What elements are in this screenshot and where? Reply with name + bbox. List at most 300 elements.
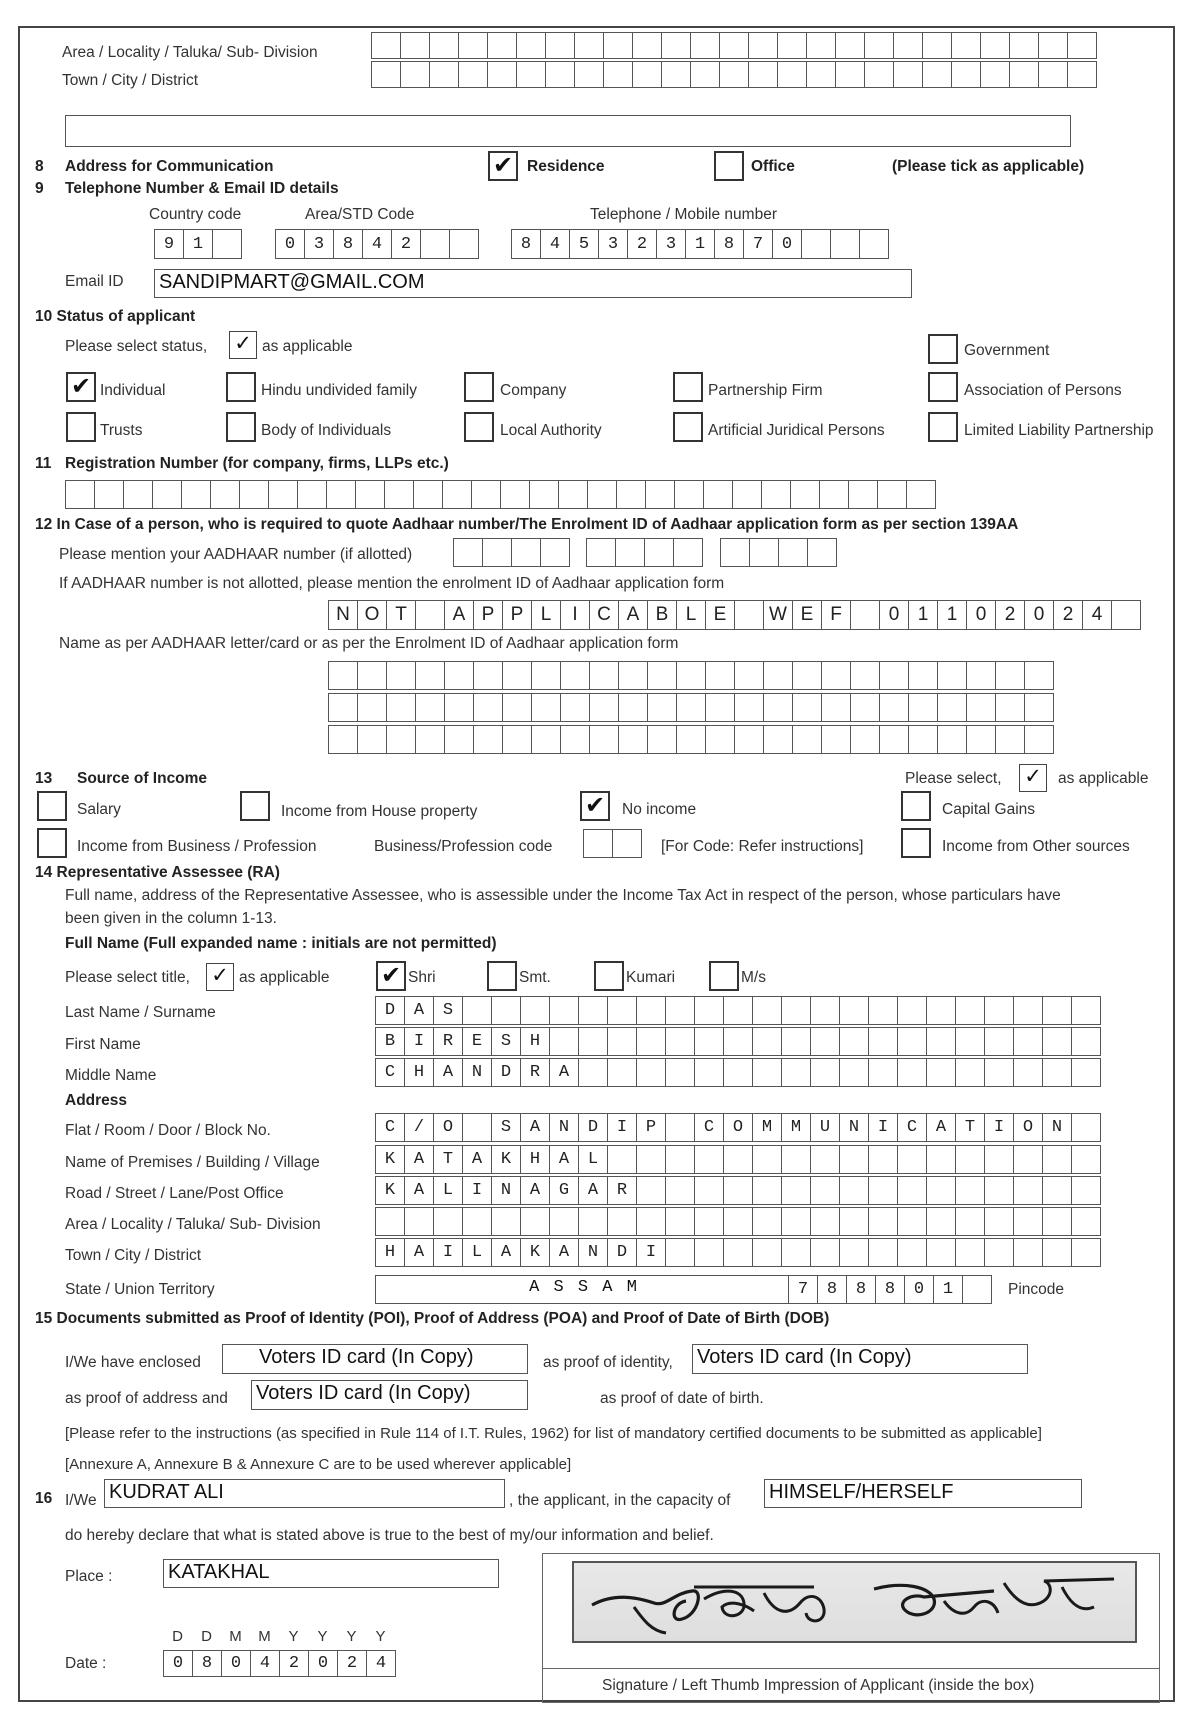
char-cell[interactable] xyxy=(859,229,889,259)
telephone-grid[interactable] xyxy=(511,229,889,259)
char-cell[interactable]: F xyxy=(821,600,851,630)
char-cell[interactable] xyxy=(560,661,590,690)
char-cell[interactable]: S xyxy=(433,996,463,1025)
char-cell[interactable] xyxy=(500,480,530,509)
char-cell[interactable] xyxy=(937,661,967,690)
char-cell[interactable] xyxy=(723,1176,753,1205)
char-cell[interactable] xyxy=(676,661,706,690)
char-cell[interactable]: P xyxy=(473,600,503,630)
char-cell[interactable] xyxy=(371,61,401,88)
char-cell[interactable]: A xyxy=(926,1113,956,1142)
char-cell[interactable] xyxy=(752,1238,782,1267)
char-cell[interactable]: 2 xyxy=(627,229,657,259)
char-cell[interactable] xyxy=(690,32,720,59)
char-cell[interactable]: A xyxy=(462,1145,492,1174)
char-cell[interactable] xyxy=(723,1238,753,1267)
char-cell[interactable] xyxy=(607,996,637,1025)
char-cell[interactable] xyxy=(848,480,878,509)
char-cell[interactable] xyxy=(1071,1207,1101,1236)
char-cell[interactable]: P xyxy=(502,600,532,630)
char-cell[interactable] xyxy=(386,661,416,690)
char-cell[interactable] xyxy=(839,1027,869,1056)
char-cell[interactable] xyxy=(792,661,822,690)
char-cell[interactable] xyxy=(473,725,503,754)
town-grid[interactable] xyxy=(371,61,1097,88)
char-cell[interactable] xyxy=(897,1058,927,1087)
char-cell[interactable] xyxy=(690,61,720,88)
char-cell[interactable] xyxy=(752,1027,782,1056)
char-cell[interactable] xyxy=(607,1207,637,1236)
char-cell[interactable] xyxy=(922,61,952,88)
char-cell[interactable] xyxy=(926,1058,956,1087)
char-cell[interactable] xyxy=(984,1027,1014,1056)
char-cell[interactable] xyxy=(529,480,559,509)
char-cell[interactable] xyxy=(616,480,646,509)
char-cell[interactable] xyxy=(694,996,724,1025)
char-cell[interactable] xyxy=(473,693,503,722)
government-checkbox[interactable] xyxy=(928,334,958,364)
char-cell[interactable] xyxy=(908,693,938,722)
char-cell[interactable]: 3 xyxy=(656,229,686,259)
char-cell[interactable]: A xyxy=(491,1238,521,1267)
char-cell[interactable]: L xyxy=(531,600,561,630)
aadhaar-grid-1[interactable] xyxy=(453,538,570,567)
char-cell[interactable] xyxy=(694,1145,724,1174)
char-cell[interactable] xyxy=(839,996,869,1025)
char-cell[interactable]: I xyxy=(636,1238,666,1267)
char-cell[interactable] xyxy=(328,693,358,722)
char-cell[interactable] xyxy=(1038,61,1068,88)
char-cell[interactable] xyxy=(665,1176,695,1205)
char-cell[interactable]: 1 xyxy=(183,229,213,259)
char-cell[interactable] xyxy=(326,480,356,509)
char-cell[interactable]: A xyxy=(549,1238,579,1267)
char-cell[interactable] xyxy=(955,1145,985,1174)
char-cell[interactable] xyxy=(821,661,851,690)
other-sources-checkbox[interactable] xyxy=(901,828,931,858)
char-cell[interactable] xyxy=(618,661,648,690)
char-cell[interactable] xyxy=(549,1207,579,1236)
char-cell[interactable]: R xyxy=(607,1176,637,1205)
char-cell[interactable] xyxy=(868,996,898,1025)
char-cell[interactable] xyxy=(868,1176,898,1205)
char-cell[interactable] xyxy=(897,1238,927,1267)
char-cell[interactable] xyxy=(955,1207,985,1236)
char-cell[interactable]: A xyxy=(549,1145,579,1174)
char-cell[interactable] xyxy=(1009,61,1039,88)
char-cell[interactable]: A xyxy=(618,600,648,630)
char-cell[interactable]: 8 xyxy=(817,1275,847,1304)
char-cell[interactable]: 1 xyxy=(937,600,967,630)
char-cell[interactable]: 4 xyxy=(362,229,392,259)
char-cell[interactable]: 0 xyxy=(1024,600,1054,630)
char-cell[interactable] xyxy=(781,1207,811,1236)
char-cell[interactable] xyxy=(603,61,633,88)
char-cell[interactable] xyxy=(879,693,909,722)
char-cell[interactable] xyxy=(705,693,735,722)
char-cell[interactable] xyxy=(955,1238,985,1267)
char-cell[interactable] xyxy=(612,829,642,858)
char-cell[interactable]: K xyxy=(491,1145,521,1174)
char-cell[interactable]: 8 xyxy=(511,229,541,259)
bp-code-grid[interactable] xyxy=(583,829,642,858)
char-cell[interactable]: 8 xyxy=(192,1650,222,1677)
trusts-checkbox[interactable] xyxy=(66,412,96,442)
boi-checkbox[interactable] xyxy=(226,412,256,442)
char-cell[interactable] xyxy=(636,1027,666,1056)
char-cell[interactable]: C xyxy=(375,1058,405,1087)
char-cell[interactable] xyxy=(603,32,633,59)
char-cell[interactable] xyxy=(558,480,588,509)
char-cell[interactable] xyxy=(355,480,385,509)
char-cell[interactable]: / xyxy=(404,1113,434,1142)
char-cell[interactable] xyxy=(665,1113,695,1142)
char-cell[interactable]: L xyxy=(462,1238,492,1267)
char-cell[interactable]: O xyxy=(357,600,387,630)
char-cell[interactable] xyxy=(897,996,927,1025)
llp-checkbox[interactable] xyxy=(928,412,958,442)
char-cell[interactable]: 9 xyxy=(154,229,184,259)
house-property-checkbox[interactable] xyxy=(240,791,270,821)
char-cell[interactable] xyxy=(908,725,938,754)
company-checkbox[interactable] xyxy=(464,372,494,402)
char-cell[interactable] xyxy=(578,996,608,1025)
char-cell[interactable] xyxy=(723,1027,753,1056)
char-cell[interactable] xyxy=(810,1145,840,1174)
char-cell[interactable] xyxy=(984,1058,1014,1087)
char-cell[interactable]: I xyxy=(984,1113,1014,1142)
char-cell[interactable] xyxy=(676,725,706,754)
char-cell[interactable] xyxy=(748,61,778,88)
char-cell[interactable] xyxy=(1038,32,1068,59)
char-cell[interactable] xyxy=(705,661,735,690)
char-cell[interactable] xyxy=(984,996,1014,1025)
last-name-grid[interactable] xyxy=(375,996,1101,1025)
char-cell[interactable] xyxy=(734,661,764,690)
char-cell[interactable] xyxy=(400,61,430,88)
char-cell[interactable] xyxy=(763,693,793,722)
char-cell[interactable] xyxy=(502,725,532,754)
char-cell[interactable]: I xyxy=(404,1027,434,1056)
char-cell[interactable] xyxy=(763,725,793,754)
char-cell[interactable] xyxy=(839,1176,869,1205)
aadhaar-name-grid-1[interactable] xyxy=(328,661,1054,690)
poa-field[interactable]: Voters ID card (In Copy) xyxy=(692,1344,1028,1374)
aop-checkbox[interactable] xyxy=(928,372,958,402)
char-cell[interactable]: K xyxy=(375,1145,405,1174)
char-cell[interactable] xyxy=(152,480,182,509)
char-cell[interactable] xyxy=(781,1145,811,1174)
char-cell[interactable]: M xyxy=(781,1113,811,1142)
char-cell[interactable]: 0 xyxy=(308,1650,338,1677)
place-field[interactable]: KATAKHAL xyxy=(163,1559,499,1588)
char-cell[interactable] xyxy=(719,32,749,59)
char-cell[interactable] xyxy=(578,1027,608,1056)
char-cell[interactable] xyxy=(850,693,880,722)
char-cell[interactable] xyxy=(587,480,617,509)
char-cell[interactable]: 8 xyxy=(333,229,363,259)
char-cell[interactable] xyxy=(462,996,492,1025)
char-cell[interactable] xyxy=(819,480,849,509)
char-cell[interactable] xyxy=(586,538,616,567)
char-cell[interactable] xyxy=(453,538,483,567)
address-extra-box[interactable] xyxy=(65,115,1071,147)
char-cell[interactable] xyxy=(589,693,619,722)
shri-checkbox[interactable]: ✔ xyxy=(376,961,406,991)
char-cell[interactable]: 7 xyxy=(788,1275,818,1304)
char-cell[interactable] xyxy=(540,538,570,567)
char-cell[interactable]: 1 xyxy=(908,600,938,630)
char-cell[interactable] xyxy=(835,61,865,88)
char-cell[interactable]: 2 xyxy=(995,600,1025,630)
char-cell[interactable] xyxy=(790,480,820,509)
char-cell[interactable] xyxy=(806,32,836,59)
char-cell[interactable]: C xyxy=(694,1113,724,1142)
char-cell[interactable] xyxy=(487,32,517,59)
char-cell[interactable] xyxy=(908,661,938,690)
char-cell[interactable] xyxy=(1067,61,1097,88)
char-cell[interactable]: O xyxy=(723,1113,753,1142)
char-cell[interactable] xyxy=(749,538,779,567)
char-cell[interactable] xyxy=(210,480,240,509)
char-cell[interactable] xyxy=(1024,661,1054,690)
char-cell[interactable]: B xyxy=(375,1027,405,1056)
char-cell[interactable] xyxy=(1111,600,1141,630)
char-cell[interactable] xyxy=(1071,1027,1101,1056)
char-cell[interactable] xyxy=(607,1145,637,1174)
char-cell[interactable]: C xyxy=(589,600,619,630)
char-cell[interactable] xyxy=(444,661,474,690)
email-field[interactable]: SANDIPMART@GMAIL.COM xyxy=(154,269,912,298)
char-cell[interactable] xyxy=(444,693,474,722)
char-cell[interactable] xyxy=(694,1058,724,1087)
char-cell[interactable] xyxy=(868,1058,898,1087)
char-cell[interactable] xyxy=(65,480,95,509)
char-cell[interactable] xyxy=(781,1027,811,1056)
char-cell[interactable]: H xyxy=(520,1027,550,1056)
char-cell[interactable]: 2 xyxy=(391,229,421,259)
char-cell[interactable]: K xyxy=(520,1238,550,1267)
ra-town-grid[interactable] xyxy=(375,1238,1101,1267)
char-cell[interactable] xyxy=(462,1113,492,1142)
char-cell[interactable] xyxy=(879,661,909,690)
char-cell[interactable]: K xyxy=(375,1176,405,1205)
char-cell[interactable]: I xyxy=(560,600,590,630)
char-cell[interactable] xyxy=(636,1207,666,1236)
char-cell[interactable]: 0 xyxy=(163,1650,193,1677)
char-cell[interactable]: L xyxy=(676,600,706,630)
char-cell[interactable]: A xyxy=(433,1058,463,1087)
char-cell[interactable]: N xyxy=(328,600,358,630)
applicant-name-field[interactable]: KUDRAT ALI xyxy=(104,1479,505,1508)
char-cell[interactable] xyxy=(781,1176,811,1205)
aadhaar-grid-3[interactable] xyxy=(720,538,837,567)
individual-checkbox[interactable]: ✔ xyxy=(66,372,96,402)
char-cell[interactable] xyxy=(955,1027,985,1056)
char-cell[interactable] xyxy=(589,725,619,754)
road-grid[interactable] xyxy=(375,1176,1101,1205)
residence-checkbox[interactable]: ✔ xyxy=(488,151,518,181)
char-cell[interactable]: D xyxy=(607,1238,637,1267)
char-cell[interactable] xyxy=(676,693,706,722)
char-cell[interactable] xyxy=(955,1176,985,1205)
char-cell[interactable] xyxy=(732,480,762,509)
char-cell[interactable] xyxy=(926,996,956,1025)
char-cell[interactable] xyxy=(897,1145,927,1174)
char-cell[interactable]: S xyxy=(491,1027,521,1056)
char-cell[interactable]: A xyxy=(404,1176,434,1205)
char-cell[interactable]: D xyxy=(491,1058,521,1087)
char-cell[interactable] xyxy=(850,725,880,754)
char-cell[interactable] xyxy=(618,725,648,754)
char-cell[interactable] xyxy=(723,1207,753,1236)
char-cell[interactable]: I xyxy=(433,1238,463,1267)
char-cell[interactable] xyxy=(549,996,579,1025)
char-cell[interactable] xyxy=(734,725,764,754)
char-cell[interactable] xyxy=(607,1058,637,1087)
char-cell[interactable] xyxy=(926,1207,956,1236)
char-cell[interactable]: B xyxy=(647,600,677,630)
char-cell[interactable] xyxy=(502,661,532,690)
char-cell[interactable]: 2 xyxy=(1053,600,1083,630)
char-cell[interactable] xyxy=(328,661,358,690)
char-cell[interactable] xyxy=(404,1207,434,1236)
char-cell[interactable] xyxy=(926,1027,956,1056)
char-cell[interactable] xyxy=(868,1207,898,1236)
char-cell[interactable] xyxy=(984,1176,1014,1205)
char-cell[interactable] xyxy=(1042,996,1072,1025)
office-checkbox[interactable] xyxy=(714,151,744,181)
char-cell[interactable] xyxy=(471,480,501,509)
char-cell[interactable] xyxy=(922,32,952,59)
char-cell[interactable] xyxy=(995,725,1025,754)
poi-field[interactable]: Voters ID card (In Copy) xyxy=(222,1344,528,1374)
char-cell[interactable] xyxy=(850,661,880,690)
char-cell[interactable] xyxy=(850,600,880,630)
char-cell[interactable] xyxy=(839,1207,869,1236)
char-cell[interactable] xyxy=(761,480,791,509)
char-cell[interactable] xyxy=(864,32,894,59)
char-cell[interactable] xyxy=(181,480,211,509)
char-cell[interactable] xyxy=(429,61,459,88)
char-cell[interactable] xyxy=(449,229,479,259)
middle-name-grid[interactable] xyxy=(375,1058,1101,1087)
char-cell[interactable] xyxy=(357,661,387,690)
char-cell[interactable] xyxy=(1042,1176,1072,1205)
char-cell[interactable] xyxy=(937,725,967,754)
char-cell[interactable] xyxy=(980,32,1010,59)
char-cell[interactable] xyxy=(1013,1145,1043,1174)
char-cell[interactable] xyxy=(810,1238,840,1267)
char-cell[interactable] xyxy=(868,1238,898,1267)
char-cell[interactable]: H xyxy=(520,1145,550,1174)
char-cell[interactable] xyxy=(665,1027,695,1056)
char-cell[interactable]: N xyxy=(462,1058,492,1087)
char-cell[interactable] xyxy=(810,1207,840,1236)
char-cell[interactable] xyxy=(520,1207,550,1236)
char-cell[interactable] xyxy=(1013,1238,1043,1267)
char-cell[interactable] xyxy=(636,1058,666,1087)
date-grid[interactable] xyxy=(163,1650,396,1677)
char-cell[interactable]: R xyxy=(433,1027,463,1056)
char-cell[interactable] xyxy=(491,1207,521,1236)
char-cell[interactable] xyxy=(984,1207,1014,1236)
char-cell[interactable] xyxy=(444,725,474,754)
char-cell[interactable]: A xyxy=(520,1176,550,1205)
char-cell[interactable] xyxy=(951,61,981,88)
char-cell[interactable] xyxy=(665,1145,695,1174)
char-cell[interactable] xyxy=(516,32,546,59)
char-cell[interactable] xyxy=(297,480,327,509)
char-cell[interactable] xyxy=(647,693,677,722)
partnership-checkbox[interactable] xyxy=(673,372,703,402)
huf-checkbox[interactable] xyxy=(226,372,256,402)
char-cell[interactable] xyxy=(661,61,691,88)
char-cell[interactable] xyxy=(1071,1238,1101,1267)
char-cell[interactable] xyxy=(752,996,782,1025)
char-cell[interactable] xyxy=(1042,1238,1072,1267)
char-cell[interactable] xyxy=(375,1207,405,1236)
char-cell[interactable] xyxy=(357,725,387,754)
char-cell[interactable] xyxy=(807,538,837,567)
char-cell[interactable] xyxy=(705,725,735,754)
char-cell[interactable] xyxy=(810,1058,840,1087)
char-cell[interactable] xyxy=(1042,1027,1072,1056)
char-cell[interactable] xyxy=(636,1176,666,1205)
char-cell[interactable] xyxy=(792,725,822,754)
char-cell[interactable] xyxy=(781,1238,811,1267)
char-cell[interactable] xyxy=(545,61,575,88)
char-cell[interactable] xyxy=(415,693,445,722)
enrolment-grid[interactable] xyxy=(328,600,1141,630)
char-cell[interactable] xyxy=(980,61,1010,88)
char-cell[interactable] xyxy=(966,725,996,754)
char-cell[interactable] xyxy=(781,996,811,1025)
char-cell[interactable]: N xyxy=(578,1238,608,1267)
char-cell[interactable] xyxy=(926,1238,956,1267)
char-cell[interactable] xyxy=(442,480,472,509)
char-cell[interactable] xyxy=(583,829,613,858)
char-cell[interactable] xyxy=(615,538,645,567)
char-cell[interactable] xyxy=(1013,1058,1043,1087)
char-cell[interactable] xyxy=(864,61,894,88)
char-cell[interactable] xyxy=(1071,1176,1101,1205)
char-cell[interactable] xyxy=(984,1145,1014,1174)
char-cell[interactable] xyxy=(723,1058,753,1087)
char-cell[interactable]: 3 xyxy=(304,229,334,259)
char-cell[interactable] xyxy=(482,538,512,567)
char-cell[interactable]: C xyxy=(375,1113,405,1142)
char-cell[interactable] xyxy=(835,32,865,59)
char-cell[interactable] xyxy=(458,61,488,88)
char-cell[interactable]: D xyxy=(375,996,405,1025)
char-cell[interactable]: P xyxy=(636,1113,666,1142)
char-cell[interactable] xyxy=(966,661,996,690)
char-cell[interactable] xyxy=(1013,996,1043,1025)
char-cell[interactable] xyxy=(792,693,822,722)
ajp-checkbox[interactable] xyxy=(673,412,703,442)
char-cell[interactable]: A xyxy=(404,1238,434,1267)
char-cell[interactable]: 5 xyxy=(569,229,599,259)
char-cell[interactable] xyxy=(1013,1176,1043,1205)
char-cell[interactable] xyxy=(720,538,750,567)
char-cell[interactable]: 4 xyxy=(366,1650,396,1677)
char-cell[interactable] xyxy=(719,61,749,88)
char-cell[interactable] xyxy=(966,693,996,722)
char-cell[interactable] xyxy=(778,538,808,567)
char-cell[interactable] xyxy=(1071,996,1101,1025)
state-field[interactable]: A S S A M xyxy=(375,1275,789,1304)
